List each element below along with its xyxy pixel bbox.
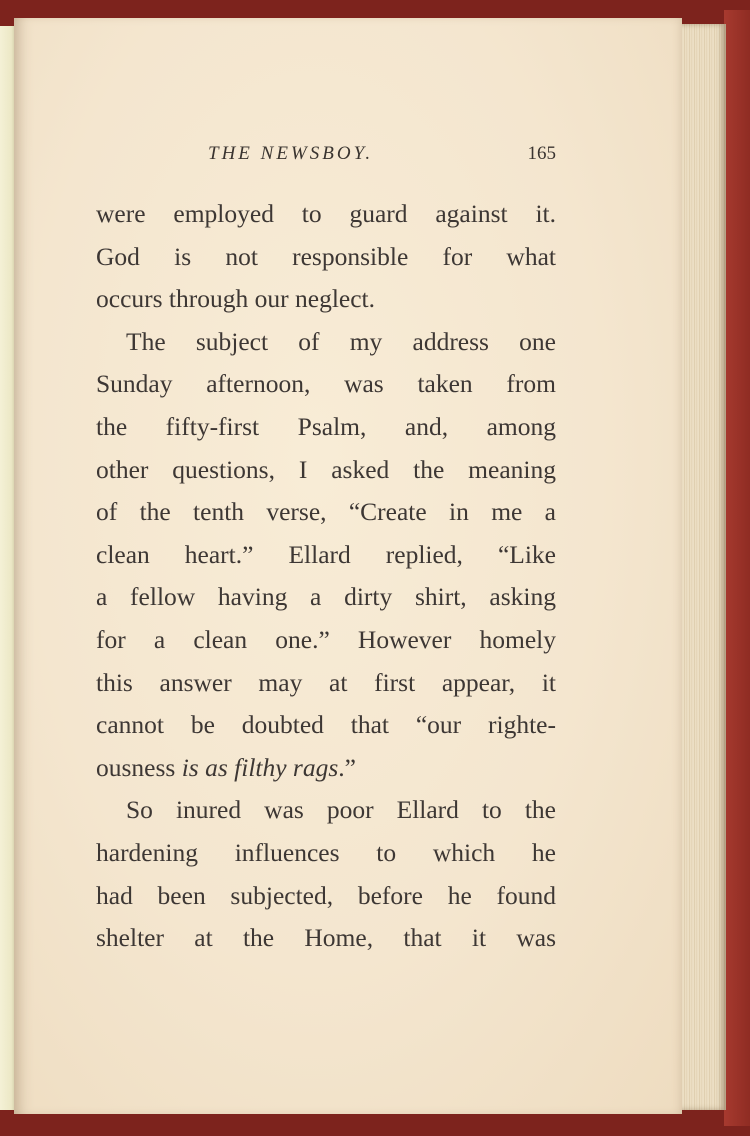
text-line: the fifty-first Psalm, and, among: [96, 411, 556, 441]
text-segment: .”: [338, 752, 356, 782]
text-line: God is not responsible for what: [96, 241, 556, 271]
text-line: were employed to guard against it.: [96, 199, 556, 228]
text-segment: ousness: [96, 752, 182, 782]
page-header: [96, 143, 556, 173]
text-line: shelter at the Home, that it was: [96, 923, 556, 953]
text-line: Sunday afternoon, was taken from: [96, 369, 556, 399]
text-line: this answer may at first appear, it: [96, 667, 556, 697]
text-line: a fellow having a dirty shirt, asking: [96, 582, 556, 612]
page-number: 165: [527, 143, 556, 164]
running-title: THE NEWSBOY.: [208, 143, 374, 164]
page-fore-edge: [680, 24, 726, 1110]
body-text: [96, 193, 556, 960]
text-line: for a clean one.” However homely: [96, 624, 556, 654]
text-line: So inured was poor Ellard to the: [126, 795, 556, 825]
italic-text: is as filthy rags: [181, 752, 339, 782]
text-line: [96, 747, 556, 790]
text-line: other questions, I asked the meaning: [96, 454, 556, 484]
text-line: had been subjected, before he found: [96, 880, 556, 910]
text-line: hardening influences to which he: [96, 837, 556, 867]
text-line: cannot be doubted that “our righte-: [96, 710, 556, 740]
text-line: The subject of my address one: [126, 326, 556, 356]
text-line: clean heart.” Ellard replied, “Like: [96, 539, 556, 569]
book-cover-edge: [724, 10, 750, 1126]
text-line: of the tenth verse, “Create in me a: [96, 497, 556, 527]
text-line: occurs through our neglect.: [96, 284, 375, 314]
